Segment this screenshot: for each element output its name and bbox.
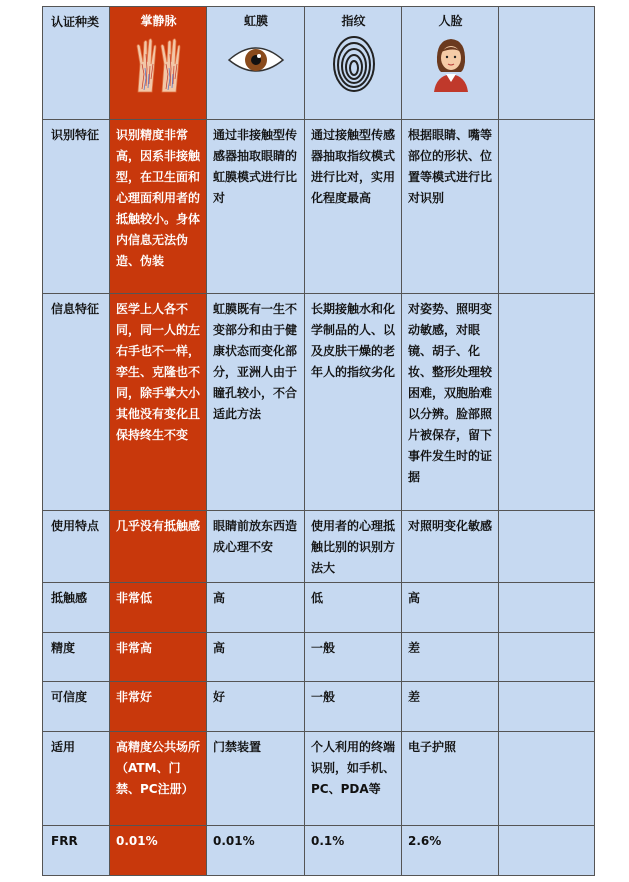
- table-cell: 一般: [305, 682, 402, 732]
- empty-cell: [499, 682, 595, 732]
- empty-cell: [499, 7, 595, 120]
- table-cell: 通过接触型传感器抽取指纹模式进行比对，实用化程度最高: [305, 120, 402, 294]
- empty-cell: [499, 732, 595, 826]
- eye-icon: [226, 34, 286, 84]
- row-header: 抵触感: [43, 583, 110, 633]
- column-header-label: 人脸: [438, 14, 463, 28]
- table-cell: 高: [402, 583, 499, 633]
- table-cell: 电子护照: [402, 732, 499, 826]
- fingerprint-icon: [331, 34, 377, 94]
- table-cell: 医学上人各不同，同一人的左右手也不一样，孪生、克隆也不同，除手掌大小其他没有变化且保持终生不变: [110, 294, 207, 511]
- table-cell: 识别精度非常高，因系非接触型，在卫生面和心理面利用者的抵触较小。身体内信息无法伪造、伪装: [110, 120, 207, 294]
- column-header-face: [402, 7, 499, 120]
- column-header-iris: [207, 7, 305, 120]
- table-row: [43, 633, 595, 682]
- table-row: [43, 120, 595, 294]
- row-header: FRR: [43, 826, 110, 876]
- table-cell: 差: [402, 682, 499, 732]
- table-cell: 高: [207, 583, 305, 633]
- column-header-label: 虹膜: [243, 14, 268, 28]
- table-cell: 低: [305, 583, 402, 633]
- table-cell: 好: [207, 682, 305, 732]
- table-cell: 差: [402, 633, 499, 682]
- table-cell: 2.6%: [402, 826, 499, 876]
- empty-cell: [499, 120, 595, 294]
- row-header: 适用: [43, 732, 110, 826]
- row-header: 信息特征: [43, 294, 110, 511]
- table-cell: 虹膜既有一生不变部分和由于健康状态而变化部分，亚洲人由于瞳孔较小，不合适此方法: [207, 294, 305, 511]
- table-cell: 0.1%: [305, 826, 402, 876]
- table-cell: 高精度公共场所（ATM、门禁、PC注册）: [110, 732, 207, 826]
- column-header-palm-vein: [110, 7, 207, 120]
- table-cell: 眼睛前放东西造成心理不安: [207, 511, 305, 583]
- table-row: [43, 682, 595, 732]
- table-cell: 非常低: [110, 583, 207, 633]
- empty-cell: [499, 633, 595, 682]
- hand-vein-icon: [134, 34, 184, 94]
- table-cell: 0.01%: [110, 826, 207, 876]
- table-cell: 几乎没有抵触感: [110, 511, 207, 583]
- column-header-label: 掌静脉: [140, 14, 177, 28]
- column-header-label: 指纹: [341, 14, 366, 28]
- table-cell: 0.01%: [207, 826, 305, 876]
- empty-cell: [499, 294, 595, 511]
- table-row: [43, 511, 595, 583]
- table-cell: 对照明变化敏感: [402, 511, 499, 583]
- table-cell: 长期接触水和化学制品的人、以及皮肤干燥的老年人的指纹劣化: [305, 294, 402, 511]
- empty-cell: [499, 511, 595, 583]
- table-row: [43, 826, 595, 876]
- empty-cell: [499, 583, 595, 633]
- table-cell: 个人利用的终端识别，如手机、PC、PDA等: [305, 732, 402, 826]
- table-cell: 根据眼睛、嘴等部位的形状、位置等模式进行比对识别: [402, 120, 499, 294]
- table-cell: 门禁装置: [207, 732, 305, 826]
- table-cell: 高: [207, 633, 305, 682]
- row-header: 使用特点: [43, 511, 110, 583]
- table-cell: 对姿势、照明变动敏感，对眼镜、胡子、化妆、整形处理较困难，双胞胎难以分辨。脸部照片被保存，留下事件发生时的证据: [402, 294, 499, 511]
- column-header-fingerprint: [305, 7, 402, 120]
- table-cell: 非常高: [110, 633, 207, 682]
- header-row: [43, 7, 595, 120]
- row-header: 精度: [43, 633, 110, 682]
- table-row: [43, 583, 595, 633]
- row-header: 可信度: [43, 682, 110, 732]
- table-row: [43, 732, 595, 826]
- face-icon: [428, 34, 474, 94]
- table-cell: 使用者的心理抵触比别的识别方法大: [305, 511, 402, 583]
- table-cell: 通过非接触型传感器抽取眼睛的虹膜模式进行比对: [207, 120, 305, 294]
- comparison-table: [42, 6, 595, 876]
- corner-header: 认证种类: [43, 7, 110, 120]
- row-header: 识别特征: [43, 120, 110, 294]
- table-cell: 一般: [305, 633, 402, 682]
- table-row: [43, 294, 595, 511]
- table-cell: 非常好: [110, 682, 207, 732]
- empty-cell: [499, 826, 595, 876]
